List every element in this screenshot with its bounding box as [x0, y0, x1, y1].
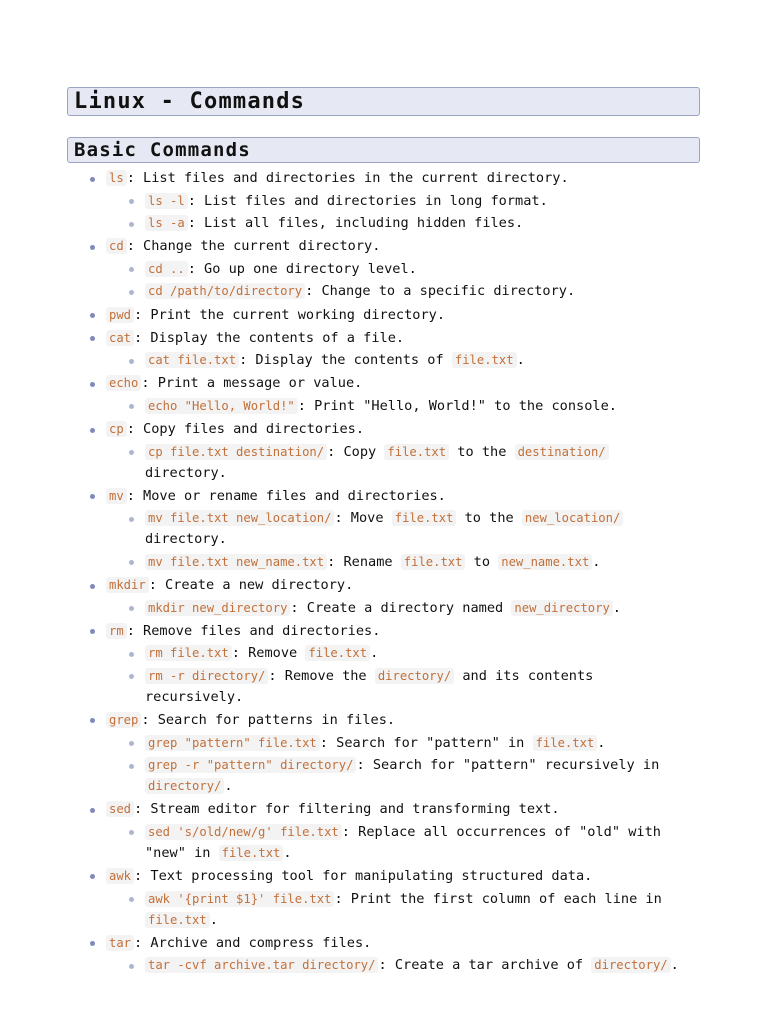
inline-code: awk '{print $1}' file.txt	[145, 891, 334, 907]
inline-code: file.txt	[145, 912, 210, 928]
sub-description-text: to	[465, 553, 499, 570]
sub-command-list	[106, 191, 768, 235]
sub-description-text: to the	[449, 443, 515, 460]
command-code: cp	[106, 421, 127, 437]
sub-command-item	[0, 955, 768, 976]
inline-code: directory/	[591, 957, 670, 973]
command-description: : Text processing tool for manipulating structured data.	[134, 867, 593, 884]
page-title: Linux - Commands	[67, 87, 700, 116]
command-description: : Copy files and directories.	[126, 421, 365, 438]
command-description: : List files and directories in the current directory.	[126, 170, 569, 186]
inline-code: file.txt	[219, 845, 284, 861]
sub-description-text: .	[592, 553, 601, 570]
sub-description-text: : Display the contents of	[239, 352, 452, 369]
inline-code: file.txt	[305, 645, 370, 661]
sub-description-text: : List all files, including hidden files.	[187, 215, 524, 232]
inline-code: mkdir new_directory	[145, 600, 290, 616]
sub-command-list	[106, 508, 768, 573]
command-item-rm	[0, 621, 768, 708]
command-code: pwd	[106, 307, 134, 323]
command-code: ls	[106, 170, 127, 186]
command-code: sed	[106, 801, 134, 817]
command-list	[0, 168, 768, 976]
sub-command-item	[0, 191, 768, 212]
sub-description-text: .	[209, 911, 218, 928]
sub-command-item	[0, 733, 768, 754]
sub-command-item	[0, 755, 768, 797]
command-code: tar	[106, 935, 134, 951]
inline-code: file.txt	[452, 352, 517, 368]
sub-command-item	[0, 598, 768, 619]
sub-description-text: : Copy	[327, 443, 385, 460]
sub-command-item	[0, 666, 768, 708]
sub-command-item	[0, 213, 768, 234]
command-item-echo	[0, 373, 768, 417]
sub-command-item	[0, 350, 768, 371]
inline-code: mv file.txt new_location/	[145, 510, 334, 526]
sub-description-text: .	[370, 645, 379, 662]
inline-code: cat file.txt	[145, 352, 239, 368]
sub-command-list	[106, 396, 768, 417]
command-code: cd	[106, 238, 127, 254]
sub-command-list	[106, 733, 768, 798]
command-code: cat	[106, 330, 134, 346]
sub-description-text: .	[670, 957, 679, 974]
sub-description-text: .	[612, 599, 621, 616]
sub-command-list	[106, 889, 768, 931]
inline-code: echo "Hello, World!"	[145, 398, 298, 414]
sub-description-text: .	[597, 734, 606, 751]
inline-code: rm file.txt	[145, 645, 232, 661]
inline-code: file.txt	[401, 554, 466, 570]
command-description: : Search for patterns in files.	[141, 711, 396, 728]
command-item-cp	[0, 419, 768, 484]
command-item-tar	[0, 933, 768, 977]
inline-code: cp file.txt destination/	[145, 444, 327, 460]
command-code: mv	[106, 488, 127, 504]
sub-description-text: directory.	[145, 464, 227, 481]
inline-code: directory/	[145, 778, 224, 794]
sub-description-text: : Remove	[231, 645, 306, 662]
command-item-sed	[0, 799, 768, 864]
sub-command-item	[0, 643, 768, 664]
inline-code: new_location/	[522, 510, 623, 526]
inline-code: new_directory	[511, 600, 612, 616]
inline-code: file.txt	[384, 444, 449, 460]
inline-code: cd /path/to/directory	[145, 283, 305, 299]
sub-command-list	[106, 955, 768, 976]
inline-code: grep "pattern" file.txt	[145, 735, 320, 751]
command-item-mv	[0, 486, 768, 573]
command-description: : Change the current directory.	[126, 238, 381, 255]
sub-command-item	[0, 822, 768, 864]
inline-code: directory/	[375, 668, 454, 684]
inline-code: file.txt	[392, 510, 457, 526]
sub-description-text: : Remove the	[268, 667, 375, 684]
sub-command-item	[0, 281, 768, 302]
sub-description-text: : List files and directories in long format.	[187, 192, 548, 209]
sub-command-list	[106, 350, 768, 371]
command-description: : Archive and compress files.	[134, 934, 372, 951]
sub-command-item	[0, 552, 768, 573]
sub-command-list	[106, 442, 768, 484]
inline-code: mv file.txt new_name.txt	[145, 554, 327, 570]
command-description: : Print a message or value.	[141, 375, 363, 392]
sub-command-list	[106, 598, 768, 619]
inline-code: sed 's/old/new/g' file.txt	[145, 824, 342, 840]
sub-command-list	[106, 259, 768, 303]
sub-description-text: : Move	[334, 510, 392, 527]
sub-description-text: .	[283, 844, 292, 861]
inline-code: destination/	[515, 444, 609, 460]
sub-description-text: directory.	[145, 531, 227, 548]
sub-description-text: .	[224, 778, 233, 795]
command-item-mkdir	[0, 575, 768, 619]
command-item-awk	[0, 866, 768, 931]
inline-code: ls -l	[145, 193, 188, 209]
sub-command-item	[0, 889, 768, 931]
sub-command-list	[106, 643, 768, 708]
sub-description-text: to the	[456, 510, 522, 527]
command-description: : Create a new directory.	[148, 577, 354, 593]
sub-command-item	[0, 259, 768, 280]
sub-description-text: .	[516, 352, 525, 369]
command-code: echo	[106, 375, 141, 391]
command-description: : Stream editor for filtering and transforming text.	[134, 801, 560, 818]
sub-description-text: : Create a tar archive of	[378, 957, 592, 974]
command-code: mkdir	[106, 577, 149, 593]
command-description: : Remove files and directories.	[126, 622, 381, 639]
sub-description-text: : Rename	[327, 553, 401, 570]
sub-description-text: : Create a directory named	[290, 599, 512, 616]
sub-description-text: : Replace all occurrences of "old" with "new" in	[145, 823, 661, 861]
command-description: : Display the contents of a file.	[134, 329, 405, 346]
command-item-grep	[0, 710, 768, 797]
sub-command-item	[0, 396, 768, 417]
sub-command-item	[0, 508, 768, 550]
sub-description-text: : Print "Hello, World!" to the console.	[297, 397, 617, 414]
command-item-pwd	[0, 305, 768, 326]
section-heading: Basic Commands	[67, 137, 700, 163]
sub-command-item	[0, 442, 768, 484]
sub-description-text: : Go up one directory level.	[187, 260, 417, 277]
command-item-ls	[0, 168, 768, 234]
sub-description-text: and its contents recursively.	[145, 667, 594, 705]
inline-code: cd ..	[145, 261, 188, 277]
command-description: : Move or rename files and directories.	[126, 487, 446, 504]
sub-description-text: : Print the first column of each line in	[334, 890, 662, 907]
inline-code: rm -r directory/	[145, 668, 268, 684]
inline-code: ls -a	[145, 215, 188, 231]
command-description: : Print the current working directory.	[134, 306, 446, 323]
command-code: awk	[106, 868, 134, 884]
sub-description-text: : Change to a specific directory.	[305, 283, 576, 300]
inline-code: grep -r "pattern" directory/	[145, 757, 356, 773]
command-code: rm	[106, 623, 127, 639]
command-item-cat	[0, 328, 768, 372]
command-item-cd	[0, 236, 768, 302]
sub-description-text: : Search for "pattern" in	[319, 734, 533, 751]
inline-code: tar -cvf archive.tar directory/	[145, 957, 378, 973]
command-list-container	[0, 168, 768, 976]
sub-command-list	[106, 822, 768, 864]
command-code: grep	[106, 712, 141, 728]
inline-code: new_name.txt	[498, 554, 592, 570]
sub-description-text: : Search for "pattern" recursively in	[356, 757, 660, 774]
inline-code: file.txt	[533, 735, 598, 751]
